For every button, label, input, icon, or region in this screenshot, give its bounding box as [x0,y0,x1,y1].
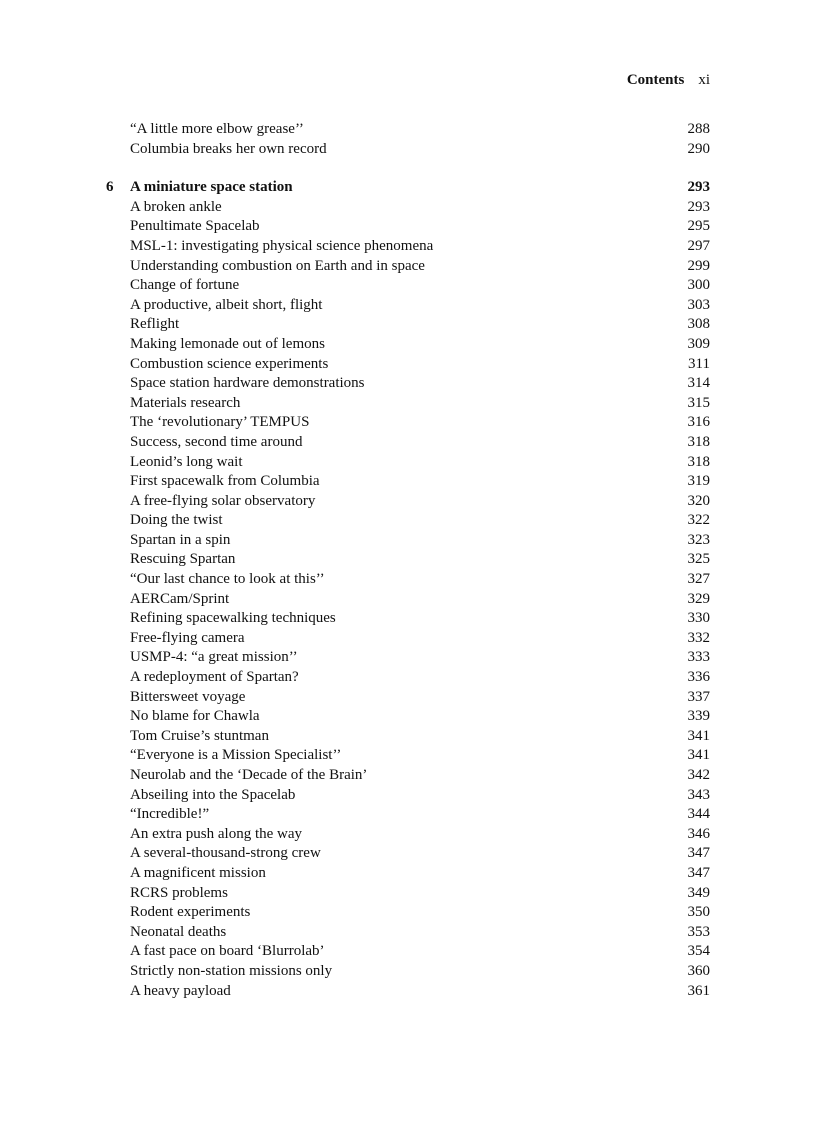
toc-entry[interactable] [106,257,710,277]
toc-entry-page: 318 [687,453,710,470]
toc-entry-title: RCRS problems [130,885,232,901]
toc-entry[interactable] [106,982,710,1002]
continued-entries [106,120,710,159]
toc-entry-title: Bittersweet voyage [130,689,249,705]
toc-entry-title: Rescuing Spartan [130,551,239,567]
toc-entry-title: A fast pace on board ‘Blurrolab’ [130,943,329,959]
toc-entry[interactable] [106,805,710,825]
toc-entry-page: 319 [687,473,710,490]
toc-entry[interactable] [106,668,710,688]
toc-entry-title: Materials research [130,395,244,411]
toc-entry-page: 299 [687,257,710,274]
toc-entry[interactable] [106,140,710,160]
toc-entry-title: “A little more elbow grease’’ [130,121,308,137]
toc-entry-page: 297 [687,237,710,254]
toc-entry-page: 360 [687,962,710,979]
toc-entry-page: 350 [687,904,710,921]
toc-entry-page: 353 [687,923,710,940]
toc-entry[interactable] [106,433,710,453]
toc-entry[interactable] [106,688,710,708]
running-header [627,70,710,90]
toc-entry-title: “Everyone is a Mission Specialist’’ [130,747,345,763]
toc-entry-title: Reflight [130,316,183,332]
toc-entry[interactable] [106,570,710,590]
toc-entry[interactable] [106,315,710,335]
toc-entry[interactable] [106,648,710,668]
toc-entry[interactable] [106,394,710,414]
toc-entry-title: Columbia breaks her own record [130,141,331,157]
toc-entry-page: 337 [687,688,710,705]
toc-entry-page: 290 [687,140,710,157]
toc-entry-page: 314 [687,375,710,392]
toc-entry[interactable] [106,746,710,766]
toc-entry-page: 293 [687,198,710,215]
toc-entry-page: 315 [687,394,710,411]
toc-entry[interactable] [106,237,710,257]
toc-entry-title: A magnificent mission [130,865,270,881]
toc-entry-title: A broken ankle [130,199,226,215]
toc-entry-page: 311 [688,355,710,372]
toc-entry-page: 329 [687,590,710,607]
toc-entry-title: Spartan in a spin [130,532,234,548]
toc-entry-page: 332 [687,629,710,646]
toc-entry-page: 327 [687,571,710,588]
toc-entry-title: A free-flying solar observatory [130,493,319,509]
toc-entry-title: Rodent experiments [130,904,254,920]
toc-entry-title: Understanding combustion on Earth and in space [130,258,429,274]
toc-entry[interactable] [106,472,710,492]
toc-entry-title: USMP-4: “a great mission’’ [130,649,302,665]
toc-entry[interactable] [106,296,710,316]
toc-entry-page: 336 [687,669,710,686]
toc-entry[interactable] [106,629,710,649]
toc-entry-page: 347 [687,864,710,881]
toc-entry[interactable] [106,550,710,570]
toc-entry-page: 322 [687,512,710,529]
toc-entry-page: 343 [687,786,710,803]
toc-entry-page: 346 [687,825,710,842]
toc-entry-title: Free-flying camera [130,630,249,646]
toc-entry-page: 342 [687,767,710,783]
toc-entry[interactable] [106,492,710,512]
toc-entry-title: First spacewalk from Columbia [130,473,324,489]
toc-entry-title: Abseiling into the Spacelab [130,787,299,803]
toc-entry[interactable] [106,511,710,531]
toc-entry-title: Making lemonade out of lemons [130,336,329,352]
toc-entry-page: 318 [687,433,710,450]
toc-entry-page: 344 [687,806,710,823]
toc-entry-title: An extra push along the way [130,826,306,842]
toc-entry[interactable] [106,884,710,904]
toc-entry-title: AERCam/Sprint [130,591,233,607]
chapter-page: 293 [687,179,710,196]
toc-entry[interactable] [106,453,710,473]
toc-entry-title: Leonid’s long wait [130,454,247,470]
toc-entry-title: No blame for Chawla [130,708,264,724]
chapter-title: A miniature space station [130,179,297,195]
toc-entry[interactable] [106,198,710,218]
toc-entry-page: 295 [687,218,710,235]
chapter-number: 6 [106,179,114,196]
toc-entry-title: A heavy payload [130,983,235,999]
page-number: xi [698,72,710,88]
toc-entry-page: 354 [687,943,710,960]
toc-entry-title: Tom Cruise’s stuntman [130,728,273,744]
toc-entry-page: 347 [687,845,710,862]
toc-entry-title: Penultimate Spacelab [130,218,264,234]
toc-entry[interactable] [106,120,710,140]
toc-entry-page: 361 [687,982,710,999]
toc-entry-page: 341 [687,727,710,744]
toc-entry[interactable] [106,707,710,727]
toc-entry-title: Neonatal deaths [130,924,230,940]
toc-entry-title: MSL-1: investigating physical science phenomena [130,238,437,254]
toc-entry-page: 323 [687,531,710,548]
section-gap [106,159,710,178]
toc-entry-page: 349 [687,884,710,901]
toc-entry-title: A redeployment of Spartan? [130,669,303,685]
toc-entry-page: 308 [687,316,710,333]
toc-entry[interactable] [106,786,710,806]
toc-entry[interactable] [106,942,710,962]
toc-entry-title: A productive, albeit short, flight [130,297,326,313]
chapter-entries [106,198,710,1001]
toc-entry[interactable] [106,903,710,923]
toc-entry[interactable] [106,217,710,237]
toc-entry-title: “Our last chance to look at this’’ [130,571,329,587]
toc-entry-page: 316 [687,414,710,431]
toc-entry-page: 303 [687,296,710,313]
running-header-title: Contents [626,72,685,88]
toc-entry[interactable] [106,531,710,551]
toc-entry-page: 339 [687,708,710,725]
toc-entry[interactable] [106,844,710,864]
toc-entry[interactable] [106,825,710,845]
toc-entry-page: 320 [687,492,710,509]
toc-entry-title: Strictly non-station missions only [130,963,336,979]
toc-entry-page: 300 [687,277,710,294]
toc-entry[interactable] [106,413,710,433]
toc-entry[interactable] [106,374,710,394]
toc-entry-title: Success, second time around [130,434,306,450]
toc-entry-title: “Incredible!” [130,806,213,822]
toc-entry-page: 288 [687,121,710,137]
toc-entry[interactable] [106,609,710,629]
toc-entry-title: Doing the twist [130,512,227,528]
toc-entry[interactable] [106,864,710,884]
toc-entry-title: Combustion science experiments [130,356,332,372]
toc-entry-page: 309 [687,335,710,352]
table-of-contents [106,120,710,1001]
toc-entry-title: Refining spacewalking techniques [130,610,340,626]
toc-entry[interactable] [106,766,710,786]
toc-entry[interactable] [106,355,710,375]
toc-entry-title: The ‘revolutionary’ TEMPUS [130,414,313,430]
toc-entry[interactable] [106,727,710,747]
toc-entry[interactable] [106,335,710,355]
toc-entry-page: 333 [687,649,710,666]
toc-entry-title: Change of fortune [130,277,243,293]
dot-leader [130,315,670,335]
toc-entry-title: Neurolab and the ‘Decade of the Brain’ [130,767,371,783]
toc-entry-page: 325 [687,551,710,568]
toc-entry-title: Space station hardware demonstrations [130,375,369,391]
toc-entry-title: A several-thousand-strong crew [130,845,325,861]
toc-entry[interactable] [106,590,710,610]
toc-entry[interactable] [106,276,710,296]
toc-entry[interactable] [106,923,710,943]
toc-entry-page: 341 [687,747,710,764]
chapter-heading[interactable] [106,178,710,198]
toc-entry-page: 330 [687,610,710,627]
toc-entry[interactable] [106,962,710,982]
